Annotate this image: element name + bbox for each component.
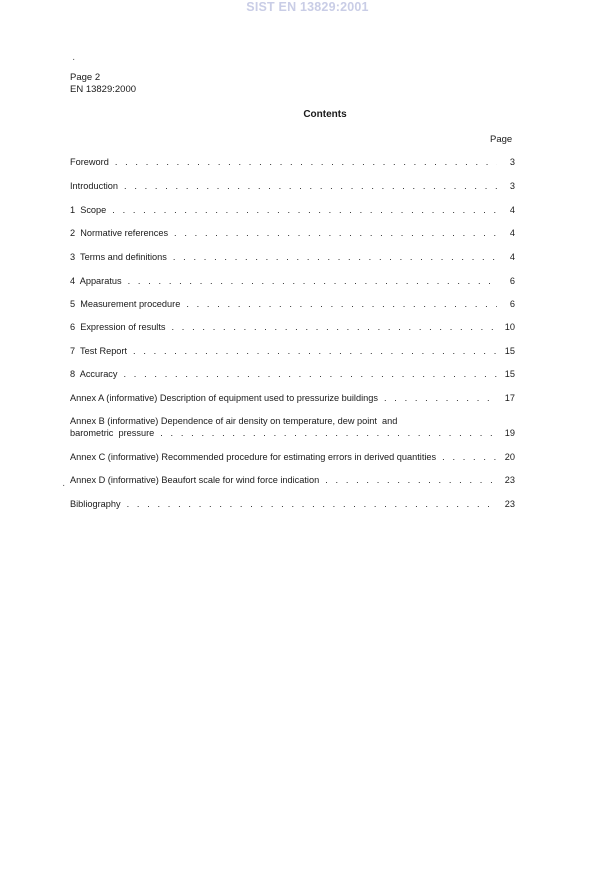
toc-entry-title: 8 Accuracy: [70, 369, 118, 379]
toc-entry-title: 2 Normative references: [70, 228, 169, 238]
toc-entry-introduction[interactable]: [70, 180, 515, 192]
toc-entry-page: 10: [504, 322, 515, 332]
toc-entry-title: 5 Measurement procedure: [70, 299, 181, 309]
toc-entry-page: 4: [509, 228, 515, 238]
toc-entry-apparatus[interactable]: [70, 275, 515, 287]
toc-entry-page: 6: [509, 299, 515, 309]
toc-entry-title: Bibliography: [70, 499, 121, 509]
toc-entry-annex-a[interactable]: [70, 392, 515, 404]
toc-entry-title: 4 Apparatus: [70, 276, 122, 286]
toc-entry-title: barometric pressure: [70, 428, 155, 438]
toc-leader-dots: [115, 156, 497, 168]
scan-speck: ·: [62, 480, 66, 491]
toc-leader-dots: [172, 321, 498, 333]
toc-entry-page: 3: [509, 181, 515, 191]
toc-leader-dots: [124, 368, 498, 380]
toc-entry-page: 19: [504, 428, 515, 438]
toc-leader-dots: [128, 275, 497, 287]
toc-leader-dots: [325, 474, 497, 486]
contents-heading: Contents: [303, 109, 347, 120]
toc-leader-dots: [124, 180, 497, 192]
toc-entry-accuracy[interactable]: [70, 368, 515, 380]
toc-entry-page: 20: [504, 452, 515, 462]
toc-entry-expression-of-results[interactable]: [70, 321, 515, 333]
toc-entry-title: Annex C (informative) Recommended procedure for estimating errors in derived quantities: [70, 452, 437, 462]
toc-entry-normative-references[interactable]: [70, 227, 515, 239]
toc-entry-page: 15: [504, 369, 515, 379]
scan-speck: ·: [72, 54, 76, 65]
toc-entry-terms-definitions[interactable]: [70, 251, 515, 263]
toc-leader-dots: [173, 251, 497, 263]
toc-entry-annex-b[interactable]: [70, 415, 515, 439]
toc-entry-title: Foreword: [70, 157, 109, 167]
page-column-label: Page: [490, 134, 513, 145]
toc-leader-dots: [442, 451, 497, 463]
toc-entry-title-line1: Annex B (informative) Dependence of air density on temperature, dew point and: [70, 416, 398, 426]
toc-leader-dots: [133, 345, 497, 357]
toc-entry-annex-c[interactable]: [70, 451, 515, 463]
toc-entry-title: Annex D (informative) Beaufort scale for wind force indication: [70, 475, 320, 485]
standard-number: EN 13829:2000: [70, 84, 137, 95]
toc-entry-annex-d[interactable]: [70, 474, 515, 486]
toc-leader-dots: [160, 427, 497, 439]
toc-leader-dots: [186, 298, 497, 310]
toc-leader-dots: [112, 204, 497, 216]
watermark-text: SIST EN 13829:2001: [246, 0, 369, 14]
toc-leader-dots: [384, 392, 497, 404]
toc-entry-bibliography[interactable]: [70, 498, 515, 510]
toc-entry-page: 4: [509, 205, 515, 215]
toc-entry-title: Introduction: [70, 181, 119, 191]
toc-entry-page: 23: [504, 475, 515, 485]
toc-entry-title: 7 Test Report: [70, 346, 128, 356]
toc-entry-page: 15: [504, 346, 515, 356]
page-number: Page 2: [70, 72, 101, 83]
toc-entry-title: 1 Scope: [70, 205, 107, 215]
toc-leader-dots: [174, 227, 497, 239]
toc-entry-title: 6 Expression of results: [70, 322, 166, 332]
page-header: [70, 72, 136, 96]
toc-entry-title: 3 Terms and definitions: [70, 252, 167, 262]
toc-entry-test-report[interactable]: [70, 345, 515, 357]
toc-entry-page: 3: [509, 157, 515, 167]
toc-entry-page: 4: [509, 252, 515, 262]
toc-leader-dots: [127, 498, 497, 510]
toc-entry-page: 6: [509, 276, 515, 286]
toc-entry-page: 23: [504, 499, 515, 509]
toc-entry-title: Annex A (informative) Description of equipment used to pressurize buildings: [70, 393, 378, 403]
toc-entry-page: 17: [504, 393, 515, 403]
toc-entry-scope[interactable]: [70, 204, 515, 216]
toc-entry-foreword[interactable]: [70, 156, 515, 168]
toc-entry-measurement-procedure[interactable]: [70, 298, 515, 310]
